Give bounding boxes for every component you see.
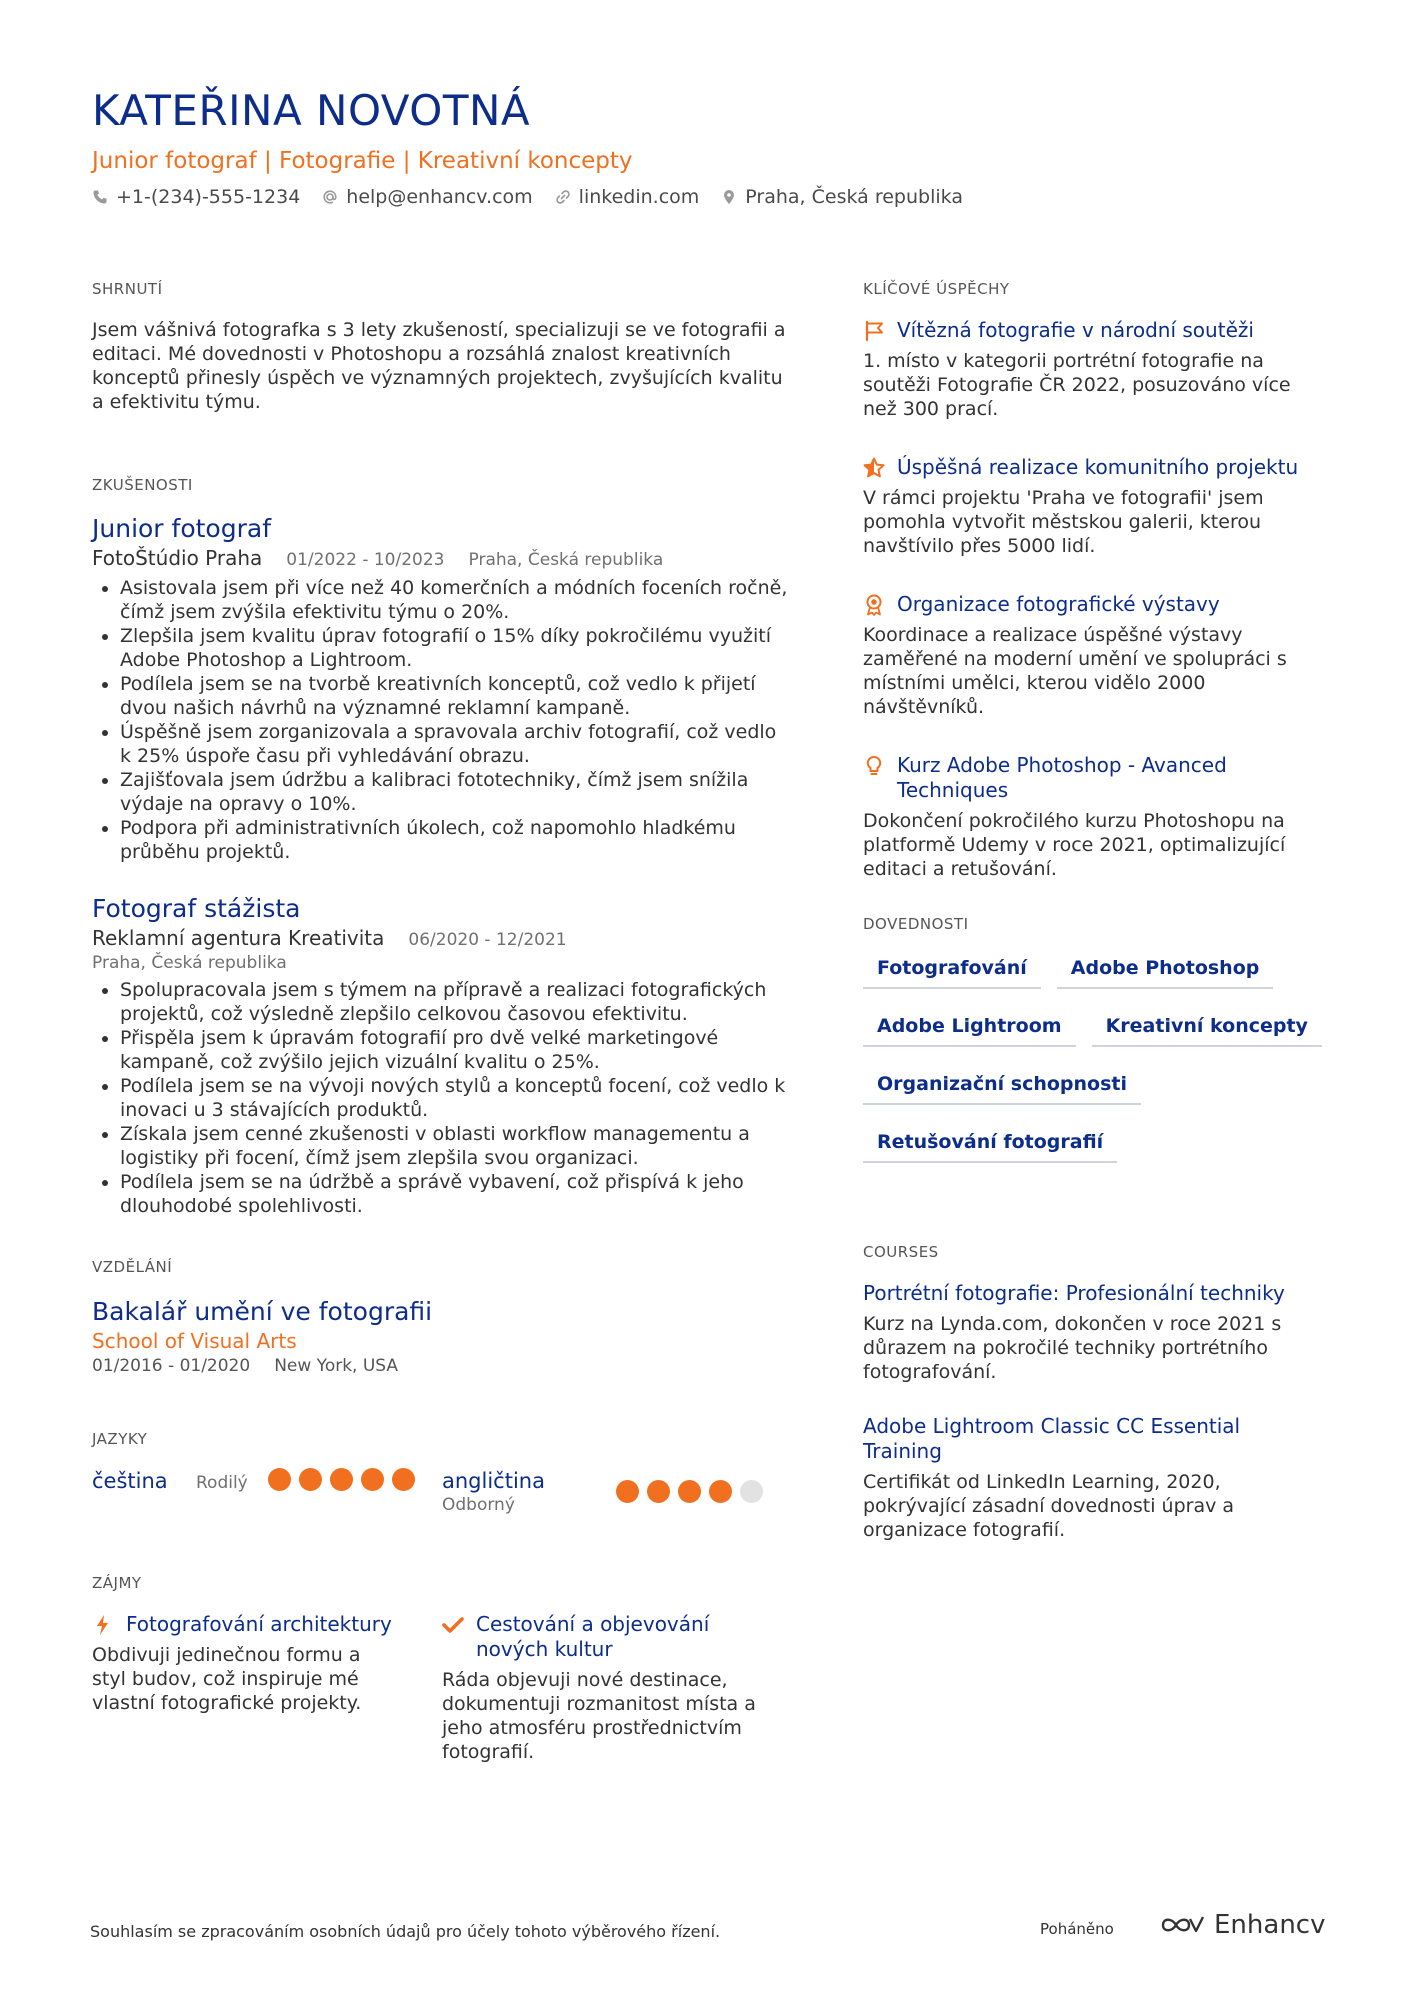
interest-desc: Ráda objevuji nové destinace, dokumentuji rozmanitost místa a jeho atmosféru prostřednictvím fotografií.	[442, 1669, 756, 1763]
education-location: New York, USA	[274, 1356, 399, 1376]
job-bullet: • Získala jsem cenné zkušenosti v oblasti workflow managementu a logistiky při focení, čímž jsem zlepšila svou organizaci.	[120, 1122, 792, 1170]
rating-dot-filled	[678, 1480, 701, 1503]
education-heading: VZDĚLÁNÍ	[92, 1258, 173, 1276]
skill-tag: Fotografování	[863, 953, 1041, 989]
skills-section	[863, 915, 1323, 1163]
job-bullet: • Podpora při administrativních úkolech, což napomohlo hladkému průběhu projektů.	[120, 816, 792, 864]
job-location: Praha, Česká republika	[92, 953, 287, 973]
summary-text: Jsem vášnivá fotografka s 3 lety zkušeností, specializuji se ve fotografii a editaci. Mé dovednosti v Photoshopu a rozsáhlá znalost kreativních konceptů přinesly úspěch ve významných projektech, zvyšujících kvalitu a efektivitu týmu.	[92, 319, 786, 413]
achievements-heading: KLÍČOVÉ ÚSPĚCHY	[863, 280, 1010, 298]
summary-heading: SHRNUTÍ	[92, 280, 163, 298]
interest-header	[442, 1612, 792, 1662]
rating-dot-filled	[647, 1480, 670, 1503]
achievement-title: Organizace fotografické výstavy	[897, 592, 1220, 616]
achievement-desc: Koordinace a realizace úspěšné výstavy zaměřené na moderní umění ve spolupráci s místními umělci, kterou vidělo 2000 návštěvníků.	[863, 624, 1287, 718]
contact-linkedin-text: linkedin.com	[578, 186, 700, 208]
rating-dot-filled	[299, 1468, 322, 1491]
enhancv-logo-icon	[1160, 1913, 1206, 1937]
contact-location	[721, 186, 963, 208]
skill-tag: Adobe Lightroom	[863, 1011, 1076, 1047]
achievement-header	[863, 318, 1323, 343]
language-rating	[268, 1468, 415, 1491]
job-bullets	[92, 978, 792, 1218]
achievement-desc: Dokončení pokročilého kurzu Photoshopu na platformě Udemy v roce 2021, optimalizující editaci a retušování.	[863, 810, 1286, 880]
job-bullet: • Podílela jsem se na tvorbě kreativních konceptů, což vedlo k přijetí dvou našich návrhů na významné reklamní kampaně.	[120, 672, 792, 720]
achievement-item	[863, 455, 1323, 558]
rating-dot-empty	[740, 1480, 763, 1503]
rating-dot-filled	[709, 1480, 732, 1503]
summary-section	[92, 280, 792, 414]
interest-list	[92, 1612, 792, 1764]
job-bullet: • Asistovala jsem při více než 40 komerčních a módních foceních ročně, čímž jsem zvýšila efektivitu týmu o 20%.	[120, 576, 792, 624]
achievement-item	[863, 592, 1323, 719]
lightning-icon	[92, 1614, 114, 1636]
education-degree: Bakalář umění ve fotografii	[92, 1297, 433, 1326]
rating-dot-filled	[392, 1468, 415, 1491]
job-bullet: • Úspěšně jsem zorganizovala a spravovala archiv fotografií, což vedlo k 25% úspoře času při vyhledávání obrazu.	[120, 720, 792, 768]
link-icon	[555, 189, 571, 205]
skill-tag: Adobe Photoshop	[1057, 953, 1274, 989]
skill-tag: Organizační schopnosti	[863, 1069, 1141, 1105]
job-bullet: • Spolupracovala jsem s týmem na přípravě a realizaci fotografických projektů, což výsledně zlepšilo celkovou časovou efektivitu.	[120, 978, 792, 1026]
language-info	[442, 1468, 616, 1516]
achievement-header	[863, 753, 1323, 803]
contact-location-text: Praha, Česká republika	[745, 186, 963, 208]
achievement-header	[863, 592, 1323, 617]
job-company: Reklamní agentura Kreativita	[92, 926, 385, 950]
achievement-header	[863, 455, 1323, 480]
languages-heading: JAZYKY	[92, 1430, 148, 1448]
contact-bar	[92, 186, 963, 208]
skill-tag: Retušování fotografií	[863, 1127, 1117, 1163]
achievement-item	[863, 318, 1323, 421]
contact-phone[interactable]	[92, 186, 300, 208]
language-name: angličtina	[442, 1469, 545, 1493]
skill-list	[863, 953, 1323, 1163]
course-title: Portrétní fotografie: Profesionální techniky	[863, 1281, 1285, 1305]
course-desc: Certifikát od LinkedIn Learning, 2020, pokrývající zásadní dovednosti úprav a organizace fotografií.	[863, 1471, 1235, 1541]
job-bullet: • Podílela jsem se na údržbě a správě vybavení, což přispívá k jeho dlouhodobé spolehlivosti.	[120, 1170, 792, 1218]
achievement-desc: 1. místo v kategorii portrétní fotografie na soutěži Fotografie ČR 2022, posuzováno více než 300 prací.	[863, 350, 1291, 420]
candidate-name: KATEŘINA NOVOTNÁ	[92, 86, 531, 135]
language-item	[442, 1468, 792, 1516]
achievement-title: Vítězná fotografie v národní soutěži	[897, 318, 1254, 342]
job-entry	[92, 894, 792, 1218]
job-dates: 01/2022 - 10/2023	[286, 550, 445, 570]
flag-icon	[863, 320, 885, 342]
job-company: FotoŠtúdio Praha	[92, 546, 263, 570]
right-column	[863, 280, 1323, 1572]
job-location: Praha, Česká republika	[468, 550, 664, 570]
interest-item	[442, 1612, 792, 1764]
language-level: Rodilý	[196, 1473, 248, 1493]
star-icon	[863, 457, 885, 479]
contact-linkedin[interactable]	[555, 186, 700, 208]
courses-section	[863, 1243, 1323, 1542]
interest-header	[92, 1612, 442, 1637]
language-info	[92, 1468, 196, 1494]
brand-logo[interactable]	[1160, 1910, 1325, 1940]
rating-dot-filled	[361, 1468, 384, 1491]
rating-dot-filled	[330, 1468, 353, 1491]
left-column	[92, 280, 792, 1764]
interest-desc: Obdivuji jedinečnou formu a styl budov, což inspiruje mé vlastní fotografické projekty.	[92, 1644, 362, 1714]
lightbulb-icon	[863, 755, 885, 777]
skill-tag: Kreativní koncepty	[1092, 1011, 1322, 1047]
achievement-title: Kurz Adobe Photoshop - Avanced Techniques	[897, 753, 1227, 802]
contact-email-text: help@enhancv.com	[346, 186, 533, 208]
job-bullets	[92, 576, 792, 864]
brand-name: Enhancv	[1214, 1910, 1326, 1940]
location-icon	[721, 189, 737, 205]
interests-section	[92, 1574, 792, 1764]
course-item	[863, 1414, 1323, 1542]
language-level: Odborný	[442, 1495, 515, 1515]
interests-heading: ZÁJMY	[92, 1574, 142, 1592]
checkmark-icon	[442, 1614, 464, 1636]
course-desc: Kurz na Lynda.com, dokončen v roce 2021 s důrazem na pokročilé techniky portrétního fotografování.	[863, 1313, 1282, 1383]
language-rating	[616, 1480, 763, 1503]
education-meta	[92, 1354, 792, 1378]
rating-dot-filled	[268, 1468, 291, 1491]
skills-heading: DOVEDNOSTI	[863, 915, 969, 933]
education-school: School of Visual Arts	[92, 1329, 297, 1353]
job-bullet: • Zajišťovala jsem údržbu a kalibraci fototechniky, čímž jsem snížila výdaje na opravy o 10%.	[120, 768, 792, 816]
achievement-item	[863, 753, 1323, 881]
interest-title: Fotografování architektury	[126, 1612, 392, 1636]
achievement-title: Úspěšná realizace komunitního projektu	[897, 455, 1299, 479]
at-icon	[322, 189, 338, 205]
interest-title: Cestování a objevování nových kultur	[476, 1612, 710, 1661]
experience-section	[92, 476, 792, 1218]
award-icon	[863, 594, 885, 616]
education-dates: 01/2016 - 01/2020	[92, 1356, 251, 1376]
course-title: Adobe Lightroom Classic CC Essential Training	[863, 1414, 1241, 1463]
job-meta	[92, 546, 792, 572]
consent-note: Souhlasím se zpracováním osobních údajů pro účely tohoto výběrového řízení.	[90, 1922, 721, 1941]
languages-section	[92, 1430, 792, 1516]
candidate-tagline: Junior fotograf | Fotografie | Kreativní koncepty	[92, 148, 633, 174]
job-entry	[92, 514, 792, 864]
job-title: Junior fotograf	[92, 514, 271, 543]
job-bullet: • Přispěla jsem k úpravám fotografií pro dvě velké marketingové kampaně, což zvýšilo jejich vizuální kvalitu o 25%.	[120, 1026, 792, 1074]
achievement-desc: V rámci projektu 'Praha ve fotografii' jsem pomohla vytvořit městskou galerii, kterou navštívilo přes 5000 lidí.	[863, 487, 1264, 557]
language-name: čeština	[92, 1469, 168, 1493]
achievements-section	[863, 280, 1323, 881]
job-dates: 06/2020 - 12/2021	[408, 930, 567, 950]
job-bullet: • Podílela jsem se na vývoji nových stylů a konceptů focení, což vedlo k inovaci u 3 stávajících produktů.	[120, 1074, 792, 1122]
powered-by-label: Poháněno	[1040, 1920, 1114, 1938]
courses-heading: COURSES	[863, 1243, 939, 1261]
rating-dot-filled	[616, 1480, 639, 1503]
contact-phone-text: +1-(234)-555-1234	[116, 186, 301, 208]
education-section	[92, 1258, 792, 1378]
course-item	[863, 1281, 1323, 1384]
phone-icon	[92, 189, 108, 205]
contact-email[interactable]	[322, 186, 532, 208]
experience-heading: ZKUŠENOSTI	[92, 476, 193, 494]
job-title: Fotograf stážista	[92, 894, 301, 923]
job-meta	[92, 926, 792, 952]
language-item	[92, 1468, 442, 1516]
job-bullet: • Zlepšila jsem kvalitu úprav fotografií o 15% díky pokročilému využití Adobe Photoshop a Lightroom.	[120, 624, 792, 672]
language-list	[92, 1468, 792, 1516]
interest-item	[92, 1612, 442, 1764]
